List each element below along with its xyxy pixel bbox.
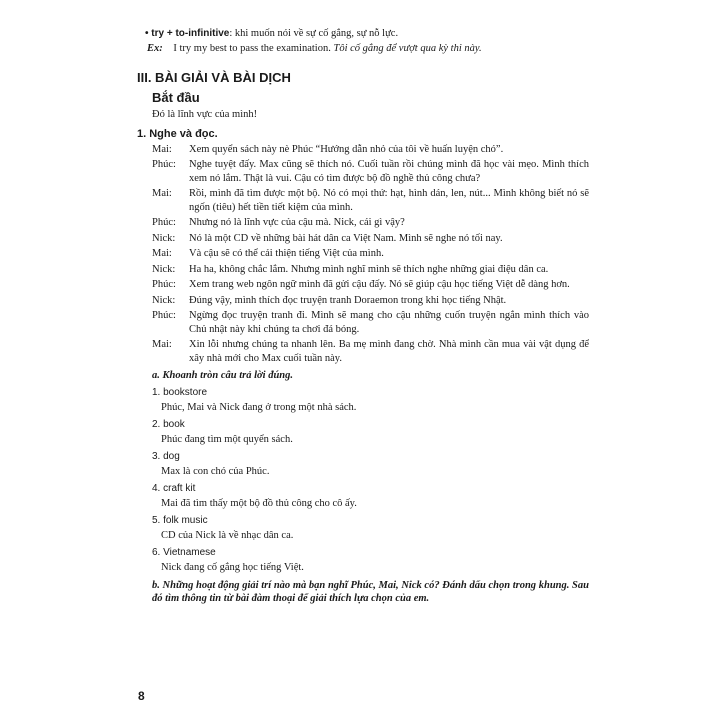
dialogue-text: Xem quyển sách này nè Phúc “Hướng dẫn nhỏ của tôi về huấn luyện chó”.: [189, 143, 504, 155]
answer-item: [152, 514, 589, 543]
answer-description: CD của Nick là về nhạc dân ca.: [161, 530, 294, 541]
answer-description: Phúc đang tìm một quyển sách.: [161, 434, 293, 445]
answer-description: Mai đã tìm thấy một bộ đồ thủ công cho cô ấy.: [161, 498, 357, 509]
dialogue-text: Rồi, mình đã tìm được một bộ. Nó có mọi thứ: hạt, hình dán, len, nút... Mình không biết nó sẽ ngốn (tiêu) hết tiền tiết kiệm của mình.: [189, 188, 589, 213]
example-english: I try my best to pass the examination.: [173, 42, 331, 54]
dialogue-line: [152, 143, 589, 157]
dialogue-speaker: Mai:: [152, 188, 172, 199]
dialogue-speaker: Mai:: [152, 143, 172, 155]
dialogue-text: Ha ha, không chắc lắm. Nhưng mình nghĩ mình sẽ thích nghe những giai điệu dân ca.: [189, 263, 549, 275]
dialogue-line: [152, 232, 589, 246]
dialogue-speaker: Phúc:: [152, 217, 176, 228]
dialogue-text: Nhưng nó là lĩnh vực của cậu mà. Nick, cái gì vậy?: [189, 217, 405, 228]
dialogue-line: [152, 294, 589, 308]
dialogue-speaker: Phúc:: [152, 279, 176, 290]
answer-item: [152, 482, 589, 511]
answer-word: 1. bookstore: [152, 386, 208, 398]
answer-list: [152, 386, 589, 575]
answer-description: Max là con chó của Phúc.: [161, 466, 270, 477]
dialogue-speaker: Nick:: [152, 263, 176, 275]
dialogue-line: [152, 216, 589, 230]
dialogue-speaker: Nick:: [152, 232, 176, 244]
dialogue-speaker: Mai:: [152, 248, 172, 259]
dialogue: [152, 143, 589, 366]
answer-item: [152, 418, 589, 447]
task-a-instruction: a. Khoanh tròn câu trả lời đúng.: [152, 370, 294, 381]
section-title: III. BÀI GIẢI VÀ BÀI DỊCH: [137, 70, 291, 85]
answer-word: 6. Vietnamese: [152, 546, 216, 558]
dialogue-line: [152, 338, 589, 365]
answer-item: [152, 450, 589, 479]
grammar-bullet: [145, 27, 589, 41]
answer-item: [152, 386, 589, 415]
answer-description: Nick đang cố gắng học tiếng Việt.: [161, 562, 304, 573]
dialogue-line: [152, 309, 589, 336]
bullet-term: • try + to-infinitive: [145, 28, 230, 39]
dialogue-line: [152, 263, 589, 277]
dialogue-line: [152, 158, 589, 185]
dialogue-text: Ngừng đọc truyện tranh đi. Mình sẽ mang cho cậu những cuốn truyện ngắn mình thích vào Chủ nhật này khi chúng ta chơi đá bóng.: [189, 310, 589, 335]
bullet-term-text: try + to-infinitive: [151, 28, 230, 39]
dialogue-speaker: Mai:: [152, 339, 172, 350]
answer-word: 2. book: [152, 418, 185, 430]
bullet-text: : khi muốn nói về sự cố gắng, sự nỗ lực.: [229, 28, 399, 39]
page-number: 8: [138, 689, 145, 703]
dialogue-text: Xin lỗi nhưng chúng ta nhanh lên. Ba mẹ mình đang chờ. Nhà mình cần mua vài vật dụng để xây nhà mới cho Max cuối tuần này.: [189, 339, 589, 364]
example-label: Ex:: [147, 42, 163, 54]
answer-word: 5. folk music: [152, 514, 208, 526]
answer-item: [152, 546, 589, 575]
dialogue-text: Xem trang web ngôn ngữ mình đã gửi cậu đấy. Nó sẽ giúp cậu học tiếng Việt dễ dàng hơn.: [189, 279, 570, 290]
dialogue-line: [152, 278, 589, 292]
dialogue-speaker: Phúc:: [152, 159, 176, 170]
subsection-title: Bắt đầu: [152, 90, 200, 105]
dialogue-text: Đúng vậy, mình thích đọc truyện tranh Doraemon trong khi học tiếng Nhật.: [189, 294, 507, 306]
dialogue-line: [152, 247, 589, 261]
answer-description: Phúc, Mai và Nick đang ở trong một nhà sách.: [161, 402, 357, 413]
dialogue-text: Và cậu sẽ có thể cải thiện tiếng Việt của mình.: [189, 248, 384, 259]
task-b-instruction: b. Những hoạt động giải trí nào mà bạn nghĩ Phúc, Mai, Nick có? Đánh dấu chọn trong khung. Sau đó tìm thông tin từ bài đàm thoại để giải thích lựa chọn của em.: [152, 579, 589, 604]
dialogue-text: Nghe tuyệt đấy. Max cũng sẽ thích nó. Cuối tuần rồi chúng mình đã học vài mẹo. Mình thích xem nó lắm. Thật là vui. Cậu có tìm được bộ đồ nghề thủ công chưa?: [189, 159, 589, 184]
dialogue-speaker: Nick:: [152, 294, 176, 306]
intro-text: Đó là lĩnh vực của mình!: [152, 109, 258, 120]
example-line: [147, 42, 589, 56]
answer-word: 4. craft kit: [152, 482, 196, 494]
dialogue-speaker: Phúc:: [152, 310, 176, 321]
document-page: [137, 27, 589, 606]
exercise-1-title: 1. Nghe và đọc.: [137, 127, 218, 140]
answer-word: 3. dog: [152, 450, 180, 462]
dialogue-text: Nó là một CD về những bài hát dân ca Việt Nam. Mình sẽ nghe nó tối nay.: [189, 232, 503, 244]
dialogue-line: [152, 187, 589, 214]
example-vietnamese: Tôi cố gắng để vượt qua kỳ thi này.: [333, 42, 482, 54]
